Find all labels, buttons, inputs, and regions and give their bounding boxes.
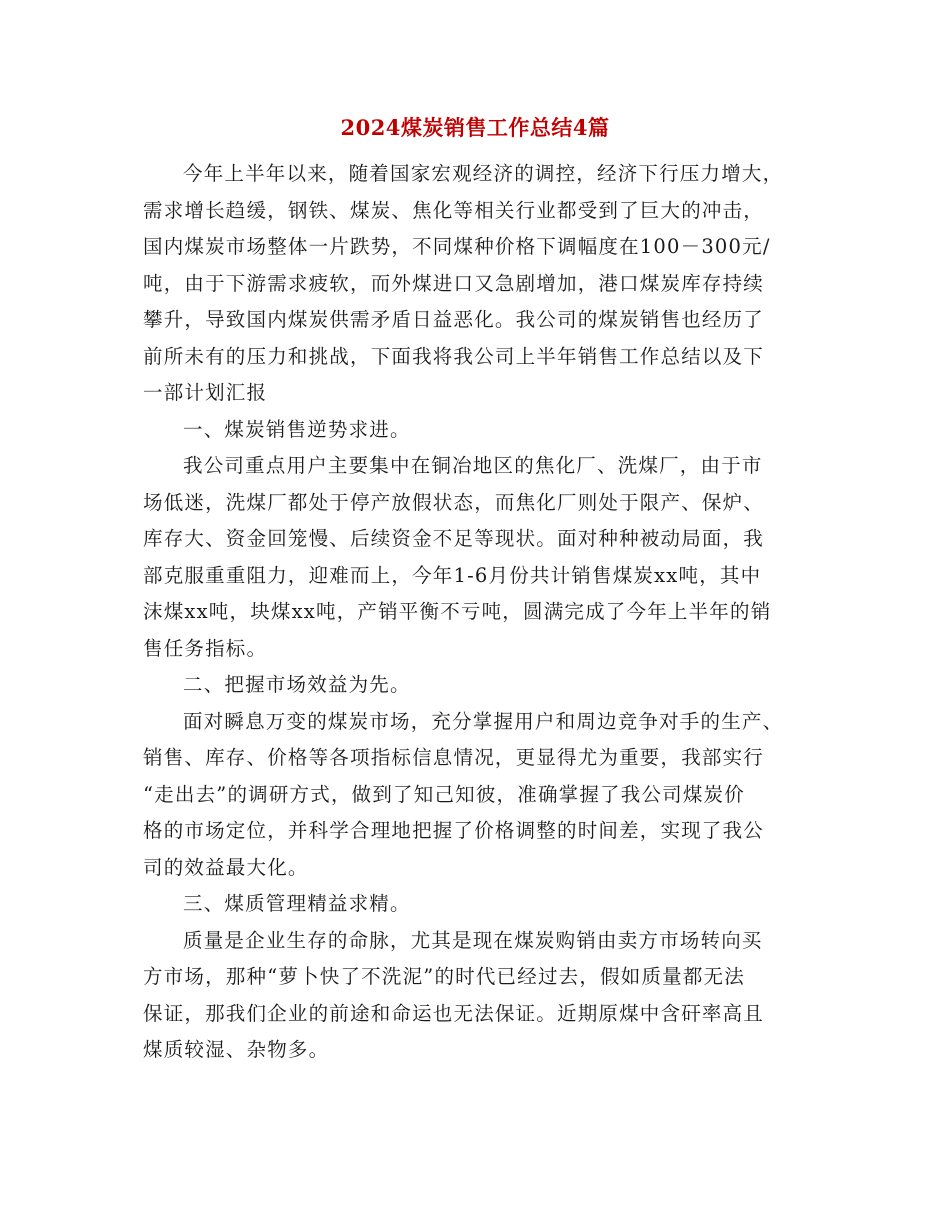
text-line: 质量是企业生存的命脉，尤其是现在煤炭购销由卖方市场转向买	[183, 928, 763, 952]
text-line: 部克服重重阻力，迎难而上，今年1-6月份共计销售煤炭xx吨，其中	[143, 563, 762, 587]
text-line: 需求增长趋缓，钢铁、煤炭、焦化等相关行业都受到了巨大的冲击，	[143, 198, 765, 222]
text-line: 销售、库存、价格等各项指标信息情况，更显得尤为重要，我部实行	[143, 746, 765, 769]
text-line: 二、把握市场效益为先。	[183, 673, 411, 696]
text-line: 吨，由于下游需求疲软，而外煤进口又急剧增加，港口煤炭库存持续	[143, 271, 765, 295]
text-line: “走出去”的调研方式，做到了知己知彼，准确掌握了我公司煤炭价	[143, 782, 745, 806]
text-line: 三、煤质管理精益求精。	[183, 892, 411, 915]
text-line: 一部计划汇报	[143, 381, 268, 404]
text-line: 攀升，导致国内煤炭供需矛盾日益恶化。我公司的煤炭销售也经历了	[143, 308, 765, 331]
text-line: 售任务指标。	[143, 636, 268, 660]
text-line: 今年上半年以来，随着国家宏观经济的调控，经济下行压力增大，	[183, 162, 784, 185]
text-line: 司的效益最大化。	[143, 855, 309, 879]
text-line: 我公司重点用户主要集中在铜冶地区的焦化厂、洗煤厂，由于市	[183, 454, 763, 477]
text-line: 沫煤xx吨，块煤xx吨，产销平衡不亏吨，圆满完成了今年上半年的销	[143, 600, 772, 623]
text-line: 煤质较湿、杂物多。	[143, 1038, 330, 1061]
text-line: 面对瞬息万变的煤炭市场，充分掌握用户和周边竞争对手的生产、	[183, 709, 784, 733]
text-line: 一、煤炭销售逆势求进。	[183, 417, 411, 441]
text-line: 场低迷，洗煤厂都处于停产放假状态，而焦化厂则处于限产、保炉、	[143, 490, 765, 514]
document-title: 2024煤炭销售工作总结4篇	[340, 115, 610, 140]
document-body	[143, 156, 815, 1069]
text-line: 格的市场定位，并科学合理地把握了价格调整的时间差，实现了我公	[143, 819, 765, 842]
text-line: 保证，那我们企业的前途和命运也无法保证。近期原煤中含矸率高且	[143, 1001, 765, 1025]
text-line: 国内煤炭市场整体一片跌势，不同煤种价格下调幅度在100－300元/	[143, 235, 771, 258]
text-line: 库存大、资金回笼慢、后续资金不足等现状。面对种种被动局面，我	[143, 527, 765, 550]
text-line: 前所未有的压力和挑战，下面我将我公司上半年销售工作总结以及下	[143, 344, 765, 368]
text-line: 方市场，那种“萝卜快了不洗泥”的时代已经过去，假如质量都无法	[143, 965, 745, 988]
